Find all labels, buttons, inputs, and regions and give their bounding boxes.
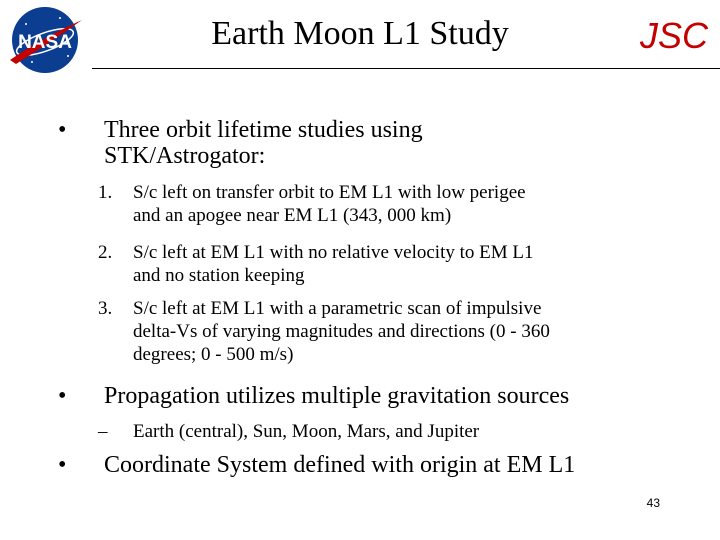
- logo-wordmark: NASA: [18, 32, 72, 53]
- bullet-text: Propagation utilizes multiple gravitation sources: [104, 383, 570, 409]
- bullet-marker: •: [58, 383, 67, 409]
- list-item: S/c left at EM L1 with a parametric scan of impulsive delta-Vs of varying magnitudes and directions (0 - 360 degrees; 0 - 500 m/s): [133, 298, 550, 365]
- page-number: 43: [646, 496, 660, 510]
- list-number: 1.: [98, 182, 113, 203]
- list-number: 3.: [98, 298, 113, 319]
- list-number: 2.: [98, 242, 113, 263]
- sub-bullet-text: Earth (central), Sun, Moon, Mars, and Jupiter: [133, 421, 480, 442]
- jsc-label: JSC: [639, 15, 708, 56]
- page-title: Earth Moon L1 Study: [211, 15, 509, 52]
- nasa-logo: [2, 2, 88, 78]
- bullet-marker: •: [58, 452, 67, 478]
- bullet-text: Three orbit lifetime studies using STK/Astrogator:: [104, 117, 423, 169]
- list-item: S/c left on transfer orbit to EM L1 with low perigee and an apogee near EM L1 (343, 000 km): [133, 182, 526, 226]
- bullet-marker: •: [58, 117, 67, 143]
- sub-bullet-marker: –: [98, 421, 108, 442]
- header-divider: [92, 68, 720, 69]
- bullet-text: Coordinate System defined with origin at EM L1: [104, 452, 576, 478]
- list-item: S/c left at EM L1 with no relative velocity to EM L1 and no station keeping: [133, 242, 534, 286]
